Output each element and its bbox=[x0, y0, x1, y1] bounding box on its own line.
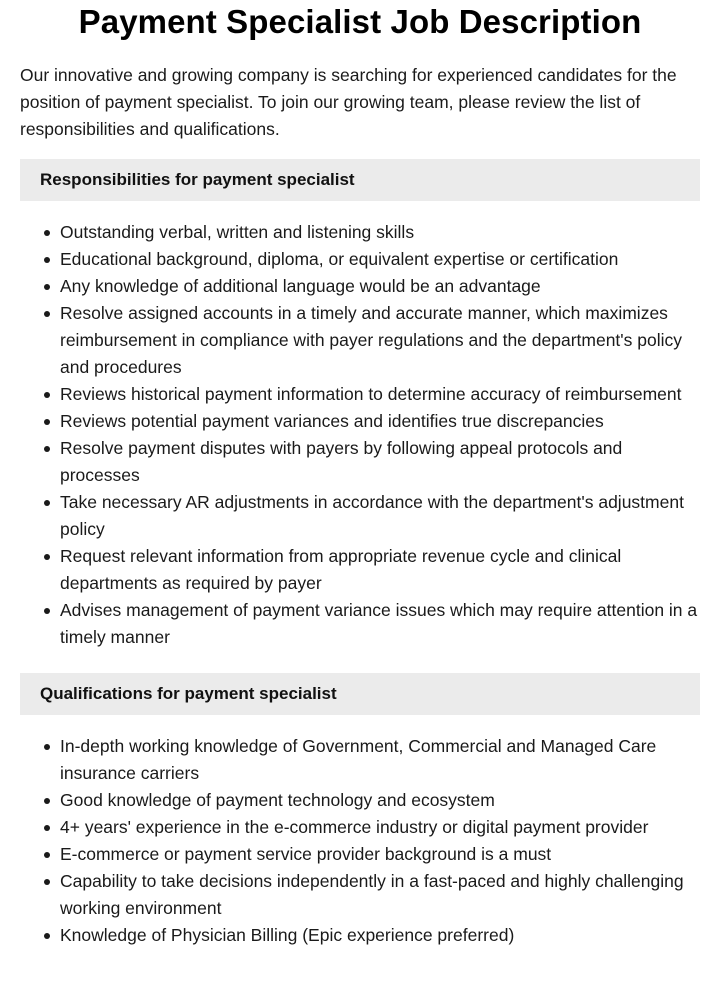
list-item: Knowledge of Physician Billing (Epic experience preferred) bbox=[60, 922, 700, 949]
list-item: Resolve payment disputes with payers by following appeal protocols and processes bbox=[60, 435, 700, 489]
list-item: E-commerce or payment service provider background is a must bbox=[60, 841, 700, 868]
list-item: Take necessary AR adjustments in accordance with the department's adjustment policy bbox=[60, 489, 700, 543]
list-item: Reviews potential payment variances and identifies true discrepancies bbox=[60, 408, 700, 435]
list-item: Reviews historical payment information to determine accuracy of reimbursement bbox=[60, 381, 700, 408]
responsibilities-heading: Responsibilities for payment specialist bbox=[20, 159, 700, 201]
list-item: Good knowledge of payment technology and ecosystem bbox=[60, 787, 700, 814]
list-item: In-depth working knowledge of Government, Commercial and Managed Care insurance carriers bbox=[60, 733, 700, 787]
intro-paragraph: Our innovative and growing company is searching for experienced candidates for the position of payment specialist. To join our growing team, please review the list of responsibilities and qualifications. bbox=[20, 65, 677, 139]
list-item: Capability to take decisions independently in a fast-paced and highly challenging working environment bbox=[60, 868, 700, 922]
list-item: 4+ years' experience in the e-commerce industry or digital payment provider bbox=[60, 814, 700, 841]
page-title: Payment Specialist Job Description bbox=[78, 3, 642, 40]
qualifications-list bbox=[20, 733, 700, 949]
list-item: Resolve assigned accounts in a timely and accurate manner, which maximizes reimbursement in compliance with payer regulations and the department's policy and procedures bbox=[60, 300, 700, 381]
qualifications-heading: Qualifications for payment specialist bbox=[20, 673, 700, 715]
list-item: Outstanding verbal, written and listening skills bbox=[60, 219, 700, 246]
list-item: Educational background, diploma, or equivalent expertise or certification bbox=[60, 246, 700, 273]
list-item: Any knowledge of additional language would be an advantage bbox=[60, 273, 700, 300]
responsibilities-list bbox=[20, 219, 700, 651]
section-spacer bbox=[20, 651, 700, 669]
list-item: Advises management of payment variance issues which may require attention in a timely manner bbox=[60, 597, 700, 651]
list-item: Request relevant information from appropriate revenue cycle and clinical departments as required by payer bbox=[60, 543, 700, 597]
